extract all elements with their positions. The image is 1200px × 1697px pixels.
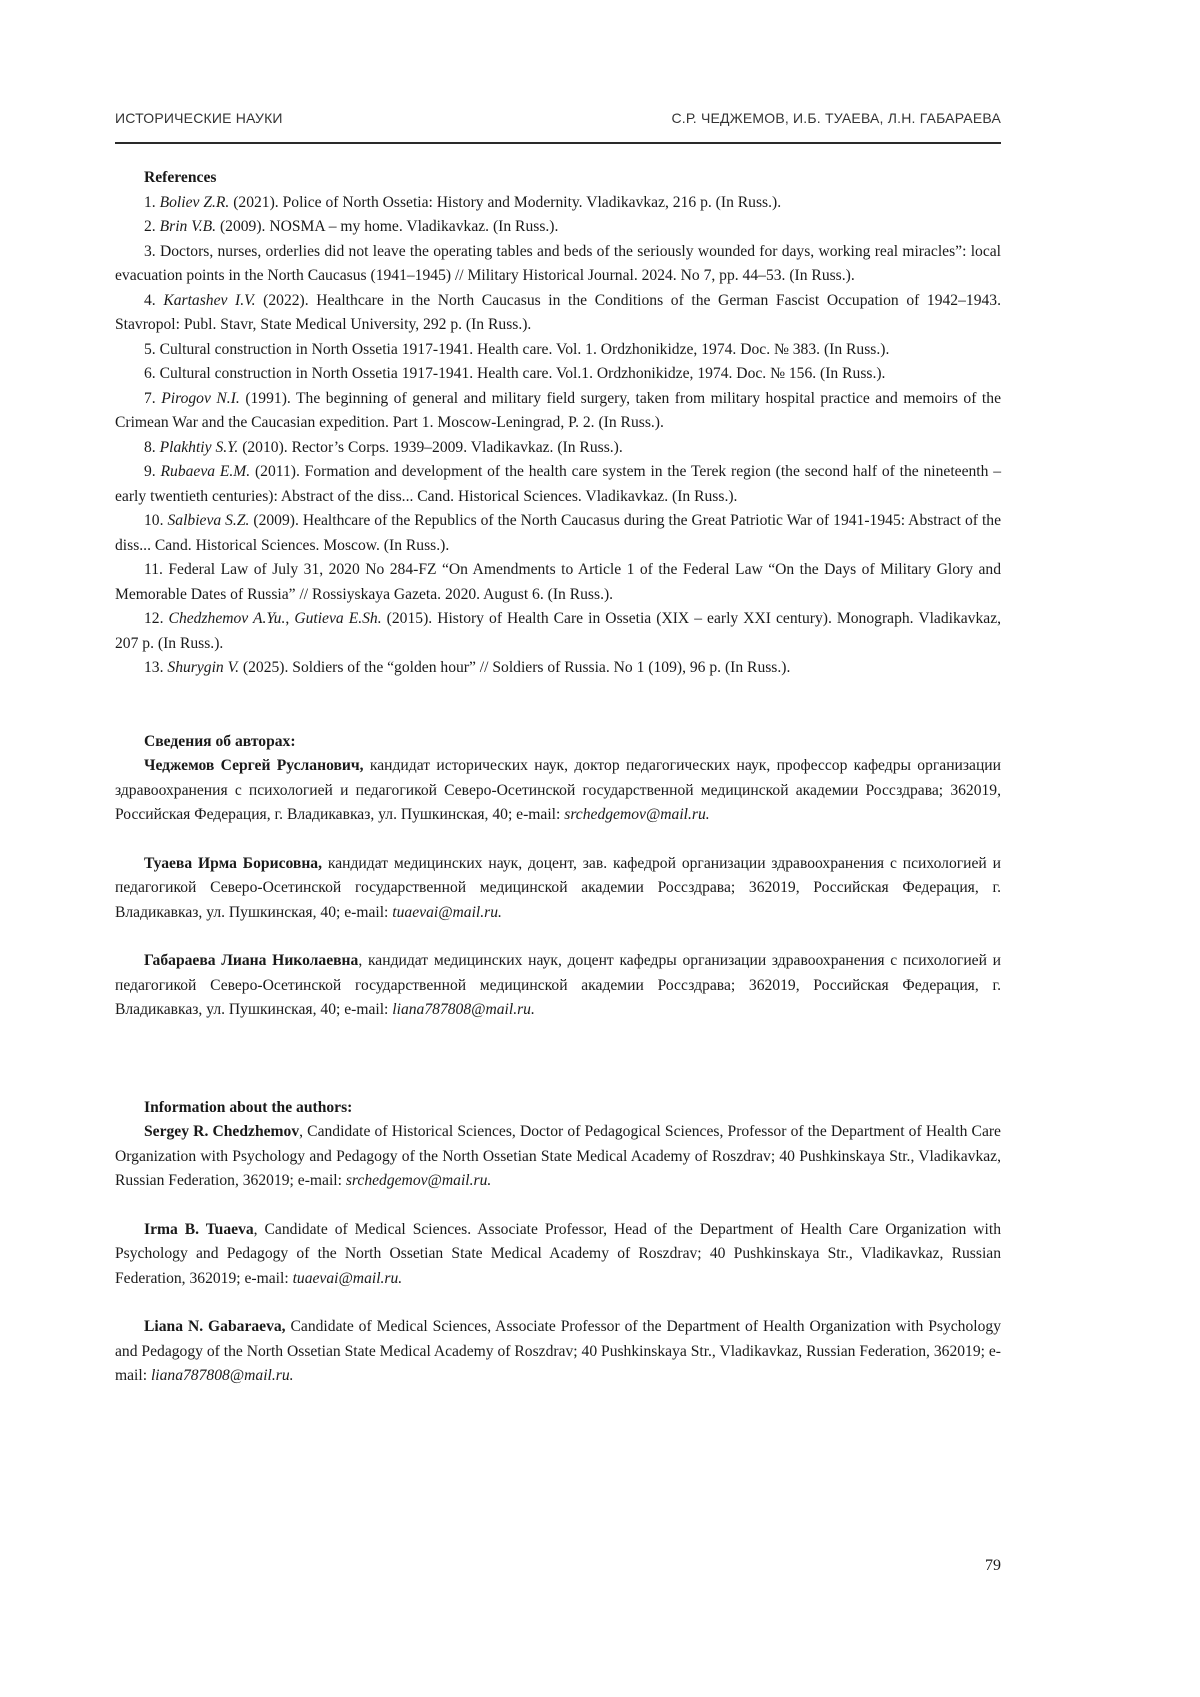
authors-en-heading: Information about the authors: xyxy=(144,1098,353,1116)
header-authors: С.Р. ЧЕДЖЕМОВ, И.Б. ТУАЕВА, Л.Н. ГАБАРАЕВА xyxy=(671,110,1001,126)
authors-en-section xyxy=(115,1096,1001,1389)
author-email: tuaevai@mail.ru. xyxy=(292,1269,403,1287)
reference-item: 6. Cultural construction in North Ossetia 1917-1941. Health care. Vol.1. Ordzhonikidze, 1974. Doc. № 156. (In Russ.). xyxy=(144,365,886,382)
reference-item: 8. Plakhtiy S.Y. (2010). Rector’s Corps. 1939–2009. Vladikavkaz. (In Russ.). xyxy=(144,438,623,456)
author-name: Irma B. Tuaeva xyxy=(144,1220,254,1238)
author-name: Туаева Ирма Борисовна, xyxy=(144,854,322,872)
header-section-title: ИСТОРИЧЕСКИЕ НАУКИ xyxy=(115,110,283,126)
reference-item: 1. Boliev Z.R. (2021). Police of North Ossetia: History and Modernity. Vladikavkaz, 216 p. (In Russ.). xyxy=(144,193,782,211)
author-name: Liana N. Gabaraeva, xyxy=(144,1318,286,1335)
authors-ru-section xyxy=(115,730,1001,1023)
author-name: Sergey R. Chedzhemov xyxy=(144,1123,300,1140)
author-entry: Габараева Лиана Николаевна, кандидат медицинских наук, доцент кафедры организации здравоохранения с психологией и педагогикой Северо-Осетинской государственной медицинской академии Россздрава; 362019, Российская Федерация, г. Владикавказ, ул. Пушкинская, 40; e-mail: liana787808@mail.ru. xyxy=(115,952,1001,1018)
reference-item: 5. Cultural construction in North Ossetia 1917-1941. Health care. Vol. 1. Ordzhonikidze, 1974. Doc. № 383. (In Russ.). xyxy=(144,340,890,358)
reference-item: 10. Salbieva S.Z. (2009). Healthcare of the Republics of the North Caucasus during the Great Patriotic War of 1941-1945: Abstract of the diss... Cand. Historical Sciences. Moscow. (In Russ.). xyxy=(115,512,1001,554)
author-name: Габараева Лиана Николаевна xyxy=(144,952,359,969)
author-entry: Irma B. Tuaeva, Candidate of Medical Sciences. Associate Professor, Head of the Department of Health Care Organization with Psychology and Pedagogy of the North Ossetian State Medical Academy of Roszdrav; 40 Pushkinskaya Str., Vladikavkaz, Russian Federation, 362019; e-mail: tuaevai@mail.ru. xyxy=(115,1220,1002,1287)
author-email: srchedgemov@mail.ru. xyxy=(345,1172,492,1189)
page-content xyxy=(115,166,1001,1389)
reference-item: 9. Rubaeva E.M. (2011). Formation and development of the health care system in the Terek region (the second half of the nineteenth – early twentieth centuries): Abstract of the diss... Cand. Historical Sciences. Vladikavkaz. (In Russ.). xyxy=(115,463,1002,505)
author-email: srchedgemov@mail.ru. xyxy=(564,806,710,823)
running-header xyxy=(115,106,1001,144)
author-email: tuaevai@mail.ru. xyxy=(392,903,502,921)
reference-item: 2. Brin V.B. (2009). NOSMA – my home. Vladikavkaz. (In Russ.). xyxy=(144,218,559,235)
author-name: Чеджемов Сергей Русланович, xyxy=(144,757,364,774)
author-email: liana787808@mail.ru. xyxy=(392,1001,535,1018)
reference-item: 13. Shurygin V. (2025). Soldiers of the “golden hour” // Soldiers of Russia. No 1 (109), 96 p. (In Russ.). xyxy=(144,659,791,676)
reference-item: 12. Chedzhemov A.Yu., Gutieva E.Sh. (2015). History of Health Care in Ossetia (XIX – early XXI century). Monograph. Vladikavkaz, 207 p. (In Russ.). xyxy=(115,610,1002,652)
author-entry: Liana N. Gabaraeva, Candidate of Medical Sciences, Associate Professor of the Department of Health Organization with Psychology and Pedagogy of the North Ossetian State Medical Academy of Roszdrav; 40 Pushkinskaya Str., Vladikavkaz, Russian Federation, 362019; e-mail: liana787808@mail.ru. xyxy=(115,1318,1001,1384)
reference-item: 11. Federal Law of July 31, 2020 No 284-FZ “On Amendments to Article 1 of the Federal Law “On the Days of Military Glory and Memorable Dates of Russia” // Rossiyskaya Gazeta. 2020. August 6. (In Russ.). xyxy=(115,561,1002,603)
reference-item: 3. Doctors, nurses, orderlies did not leave the operating tables and beds of the seriously wounded for days, working real miracles”: local evacuation points in the North Caucasus (1941–1945) // Military Historical Journal. 2024. No 7, pp. 44–53. (In Russ.). xyxy=(115,242,1001,284)
reference-item: 4. Kartashev I.V. (2022). Healthcare in the North Caucasus in the Conditions of the German Fascist Occupation of 1942–1943. Stavropol: Publ. Stavr, State Medical University, 292 p. (In Russ.). xyxy=(115,291,1001,333)
author-email: liana787808@mail.ru. xyxy=(150,1367,294,1384)
page-number: 79 xyxy=(985,1557,1001,1574)
authors-ru-heading: Сведения об авторах: xyxy=(144,732,296,750)
author-entry: Чеджемов Сергей Русланович, кандидат исторических наук, доктор педагогических наук, профессор кафедры организации здравоохранения с психологией и педагогикой Северо-Осетинской государственной медицинской академии Россздрава; 362019, Российская Федерация, г. Владикавказ, ул. Пушкинская, 40; e-mail: srchedgemov@mail.ru. xyxy=(115,757,1001,823)
author-entry: Sergey R. Chedzhemov, Candidate of Historical Sciences, Doctor of Pedagogical Sciences, Professor of the Department of Health Care Organization with Psychology and Pedagogy of the North Ossetian State Medical Academy of Roszdrav; 40 Pushkinskaya Str., Vladikavkaz, Russian Federation, 362019; e-mail: srchedgemov@mail.ru. xyxy=(115,1123,1001,1189)
author-entry: Туаева Ирма Борисовна, кандидат медицинских наук, доцент, зав. кафедрой организации здравоохранения с психологией и педагогикой Северо-Осетинской государственной медицинской академии Россздрава; 362019, Российская Федерация, г. Владикавказ, ул. Пушкинская, 40; e-mail: tuaevai@mail.ru. xyxy=(115,854,1001,921)
references-list xyxy=(115,191,1001,681)
references-heading: References xyxy=(144,169,217,186)
reference-item: 7. Pirogov N.I. (1991). The beginning of general and military field surgery, taken from military hospital practice and memoirs of the Crimean War and the Caucasian expedition. Part 1. Moscow-Leningrad, P. 2. (In Russ.). xyxy=(115,389,1001,431)
